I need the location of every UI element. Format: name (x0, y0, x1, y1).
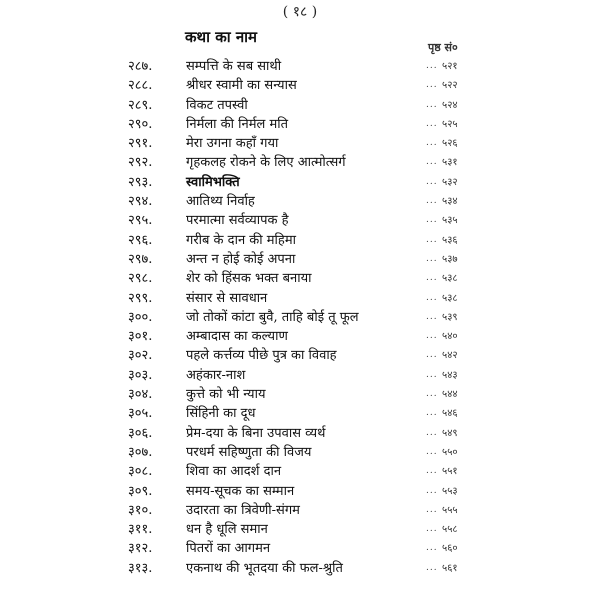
toc-entry-leader: ... (426, 176, 438, 187)
toc-entry (0, 482, 600, 501)
toc-entry-page: ५३५ (442, 215, 458, 227)
toc-entry-page: ५४२ (442, 350, 458, 362)
toc-entry-title: समय-सूचक का सम्मान (186, 483, 295, 499)
toc-entry-page: ५३८ (442, 292, 458, 304)
toc-entry-leader: ... (426, 99, 438, 110)
toc-entry (0, 539, 600, 558)
toc-entry-number: ३१०. (128, 502, 153, 518)
toc-entry-title: सिंहिनी का दूध (186, 406, 256, 422)
toc-entry-title: मेरा उगना कहाँ गया (186, 136, 279, 152)
page-number: ( १८ ) (282, 4, 318, 20)
toc-entry (0, 76, 600, 95)
toc-entry-title: प्रेम-दया के बिना उपवास व्यर्थ (186, 425, 326, 441)
toc-entry-leader: ... (426, 466, 438, 477)
toc-entry-number: २९७. (128, 251, 153, 267)
toc-entry (0, 462, 600, 481)
toc-entry-title: शेर को हिंसक भक्त बनाया (186, 271, 312, 287)
toc-entry-leader: ... (426, 157, 438, 168)
toc-entry (0, 289, 600, 308)
toc-entry (0, 231, 600, 250)
toc-entry-number: २९०. (128, 116, 153, 132)
toc-entry-title: गरीब के दान की महिमा (186, 232, 296, 248)
toc-entry-leader: ... (426, 61, 438, 71)
table-of-contents (0, 57, 600, 578)
toc-entry-page: ५२६ (442, 138, 458, 150)
toc-entry-leader: ... (426, 389, 438, 400)
toc-entry-page: ५६० (442, 543, 458, 555)
toc-entry-number: २९६. (128, 232, 153, 248)
toc-entry-title: श्रीधर स्वामी का सन्यास (186, 78, 297, 94)
toc-entry-leader: ... (426, 273, 438, 284)
column-header-page: पृष्ठ सं० (428, 41, 458, 54)
toc-entry-leader: ... (426, 118, 438, 129)
toc-entry (0, 96, 600, 115)
toc-entry-leader: ... (426, 369, 438, 380)
toc-entry-page: ५५८ (442, 524, 458, 536)
toc-entry (0, 366, 600, 385)
toc-entry-number: ३०३. (128, 367, 153, 383)
toc-entry-leader: ... (426, 292, 438, 303)
toc-entry-title: धन है धूलि समान (186, 522, 268, 538)
toc-entry-page: ५३८ (442, 273, 458, 285)
toc-entry-title: पितरों का आगमन (186, 541, 271, 557)
toc-entry (0, 57, 600, 76)
toc-entry-page: ५२४ (442, 99, 458, 111)
toc-entry (0, 424, 600, 443)
toc-entry-page: ५६१ (442, 562, 458, 574)
toc-entry-number: ३०४. (128, 387, 153, 403)
toc-entry-number: २८९. (128, 97, 153, 113)
toc-entry-page: ५३४ (442, 196, 458, 208)
toc-entry-leader: ... (426, 234, 438, 245)
toc-entry (0, 269, 600, 288)
toc-entry-page: ५४९ (442, 427, 458, 439)
toc-entry-leader: ... (426, 562, 438, 573)
toc-entry-leader: ... (426, 504, 438, 515)
toc-entry-number: ३०१. (128, 329, 153, 345)
toc-entry (0, 346, 600, 365)
toc-entry-title: जो तोकों कांटा बुवै, ताहि बोई तू फूल (186, 309, 359, 325)
toc-entry (0, 327, 600, 346)
toc-entry-leader: ... (426, 485, 438, 496)
toc-entry-title: सम्पत्ति के सब साथी (186, 59, 282, 74)
toc-entry-page: ५४४ (442, 389, 458, 401)
toc-entry-page: ५३९ (442, 311, 458, 323)
toc-entry-leader: ... (426, 543, 438, 554)
toc-entry-leader: ... (426, 524, 438, 535)
toc-entry-page: ५५५ (442, 504, 458, 516)
toc-entry-title: अन्त न होई कोई अपना (186, 251, 296, 267)
toc-entry-title: परमात्मा सर्वव्यापक है (186, 213, 289, 229)
toc-entry-title: उदारता का त्रिवेणी-संगम (186, 502, 300, 518)
toc-entry-leader: ... (426, 350, 438, 361)
toc-entry-title: निर्मला की निर्मल मति (186, 116, 289, 132)
toc-entry-number: २८७. (128, 59, 153, 74)
toc-entry-title: स्वामिभक्ति (186, 174, 240, 190)
toc-entry-leader: ... (426, 408, 438, 419)
toc-entry-page: ५२२ (442, 80, 458, 92)
toc-entry-title: संसार से सावधान (186, 290, 268, 306)
toc-entry-leader: ... (426, 138, 438, 149)
toc-entry-number: २९८. (128, 271, 153, 287)
toc-entry-number: २९९. (128, 290, 153, 306)
toc-entry (0, 134, 600, 153)
toc-entry-number: २९२. (128, 155, 153, 171)
toc-entry (0, 308, 600, 327)
toc-entry (0, 115, 600, 134)
toc-entry (0, 385, 600, 404)
toc-entry-page: ५४३ (442, 369, 458, 381)
toc-entry-number: ३०५. (128, 406, 153, 422)
toc-entry-page: ५४६ (442, 408, 458, 420)
toc-entry (0, 211, 600, 230)
toc-entry-number: ३०७. (128, 444, 153, 460)
toc-entry-number: ३०२. (128, 348, 153, 364)
toc-entry-title: गृहकलह रोकने के लिए आत्मोत्सर्ग (186, 155, 346, 171)
toc-entry-number: २८८. (128, 78, 153, 94)
toc-entry-title: अहंकार-नाश (186, 367, 246, 383)
toc-entry-page: ५५० (442, 446, 458, 458)
toc-entry-page: ५५१ (442, 466, 458, 478)
toc-entry-number: २९५. (128, 213, 153, 229)
toc-entry (0, 250, 600, 269)
toc-entry-number: २९१. (128, 136, 153, 152)
toc-entry-number: ३०६. (128, 425, 153, 441)
toc-entry-number: २९४. (128, 194, 153, 210)
toc-entry-title: विकट तपस्वी (186, 97, 248, 113)
toc-entry-page: ५३६ (442, 234, 458, 246)
toc-entry-page: ५३१ (442, 157, 458, 169)
toc-entry-title: अम्बादास का कल्याण (186, 329, 288, 345)
toc-entry-title: कुत्ते को भी न्याय (186, 387, 266, 403)
toc-entry-page: ५३२ (442, 176, 458, 188)
toc-entry (0, 192, 600, 211)
toc-entry-page: ५२१ (442, 61, 458, 72)
toc-entry-number: ३०८. (128, 464, 153, 480)
toc-entry-leader: ... (426, 331, 438, 342)
toc-entry (0, 501, 600, 520)
toc-entry (0, 520, 600, 539)
toc-entry-title: एकनाथ की भूतदया की फल-श्रुति (186, 560, 343, 576)
toc-entry-leader: ... (426, 196, 438, 207)
toc-entry (0, 153, 600, 172)
toc-entry-title: पहले कर्त्तव्य पीछे पुत्र का विवाह (186, 348, 337, 364)
toc-entry-number: ३००. (128, 309, 153, 325)
toc-entry-leader: ... (426, 215, 438, 226)
toc-entry-page: ५४० (442, 331, 458, 343)
toc-entry-number: ३१२. (128, 541, 153, 557)
toc-entry-title: परधर्म सहिष्णुता की विजय (186, 444, 312, 460)
column-header-title: कथा का नाम (185, 28, 258, 46)
toc-entry-title: शिवा का आदर्श दान (186, 464, 282, 480)
toc-entry-page: ५३७ (442, 253, 458, 265)
toc-entry-number: ३१३. (128, 560, 153, 576)
toc-entry-leader: ... (426, 80, 438, 91)
toc-entry-leader: ... (426, 446, 438, 457)
toc-entry-leader: ... (426, 311, 438, 322)
toc-entry-page: ५५३ (442, 485, 458, 497)
toc-entry-page: ५२५ (442, 118, 458, 130)
toc-entry (0, 404, 600, 423)
toc-entry (0, 559, 600, 578)
toc-entry-number: २९३. (128, 174, 153, 190)
toc-entry-leader: ... (426, 253, 438, 264)
toc-entry-title: आतिथ्य निर्वाह (186, 194, 255, 210)
toc-entry (0, 173, 600, 192)
toc-entry-number: ३११. (128, 522, 153, 538)
toc-entry (0, 443, 600, 462)
toc-entry-number: ३०९. (128, 483, 153, 499)
toc-entry-leader: ... (426, 427, 438, 438)
